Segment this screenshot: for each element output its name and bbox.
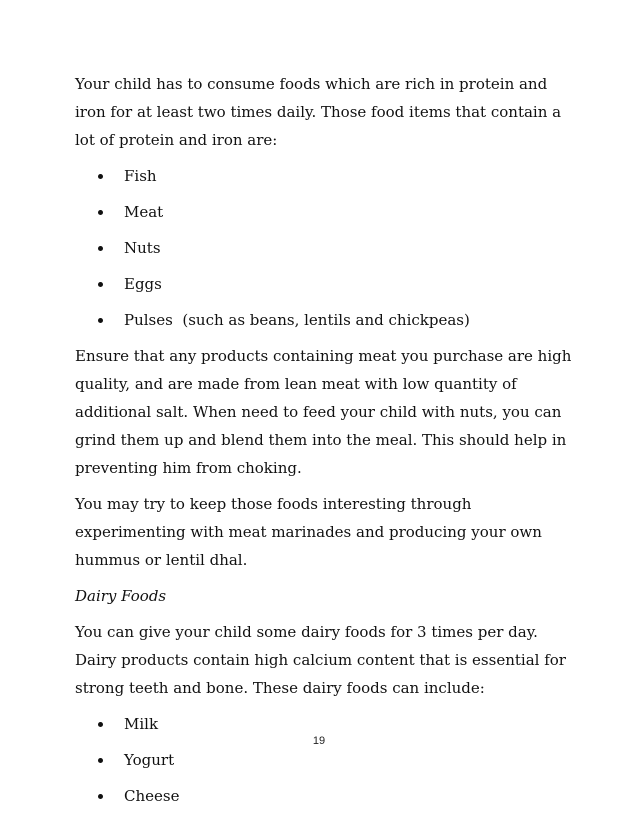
bullet-icon bbox=[98, 722, 103, 727]
dairy-paragraph: You can give your child some dairy foods for 3 times per day. Dairy products contain high calcium content that is essential for strong teeth and bone. These dairy foods can include: bbox=[75, 623, 566, 697]
bullet-icon bbox=[98, 210, 103, 215]
bullet-icon bbox=[98, 174, 103, 179]
list-item: Cheese bbox=[75, 782, 575, 810]
list-item: Eggs bbox=[75, 270, 575, 298]
list-item: Yogurt bbox=[75, 746, 575, 774]
list-item: Pulses (such as beans, lentils and chickpeas) bbox=[75, 306, 575, 334]
dairy-foods-heading: Dairy Foods bbox=[75, 587, 167, 605]
dairy-food-list bbox=[75, 710, 575, 810]
page-number: 19 bbox=[312, 735, 326, 747]
list-item: Meat bbox=[75, 198, 575, 226]
protein-food-list bbox=[75, 162, 575, 334]
meat-quality-paragraph: Ensure that any products containing meat you purchase are high quality, and are made from lean meat with low quantity of additional salt. When need to feed your child with nuts, you can grind them up and blend them into the meal. This should help in preventing him from choking. bbox=[75, 347, 572, 477]
list-item: Milk bbox=[75, 710, 575, 738]
intro-paragraph: Your child has to consume foods which are rich in protein and iron for at least two times daily. Those food items that contain a lot of protein and iron are: bbox=[75, 75, 562, 149]
page-content bbox=[75, 70, 575, 818]
marinades-paragraph: You may try to keep those foods interesting through experimenting with meat marinades and producing your own hummus or lentil dhal. bbox=[75, 495, 542, 569]
bullet-icon bbox=[98, 246, 103, 251]
bullet-icon bbox=[98, 282, 103, 287]
bullet-icon bbox=[98, 794, 103, 799]
bullet-icon bbox=[98, 758, 103, 763]
list-item: Fish bbox=[75, 162, 575, 190]
list-item: Nuts bbox=[75, 234, 575, 262]
bullet-icon bbox=[98, 318, 103, 323]
